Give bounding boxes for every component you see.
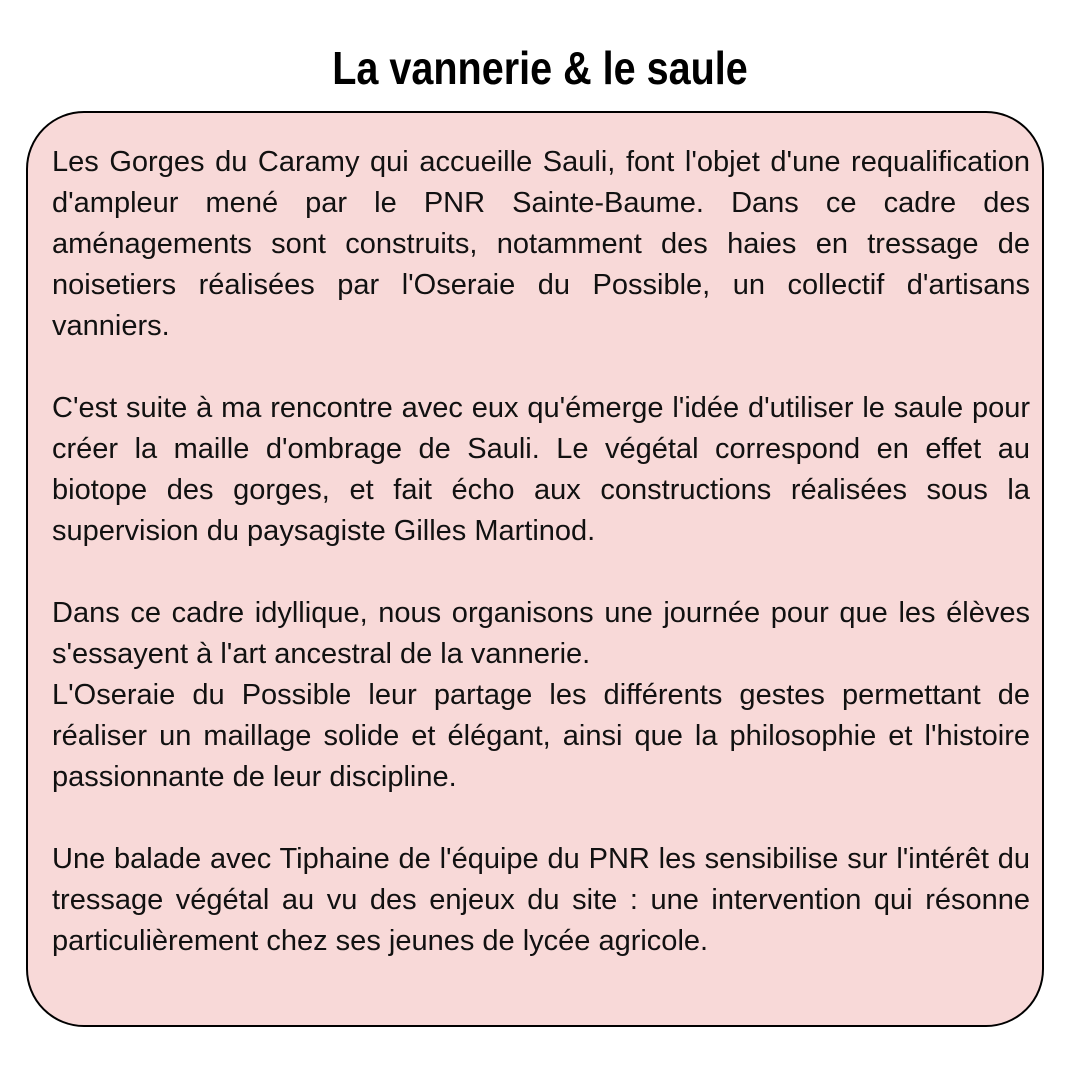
paragraph-saule: C'est suite à ma rencontre avec eux qu'émerge l'idée d'utiliser le saule pour créer la maille d'ombrage de Sauli. Le végétal correspond en effet au biotope des gorges, et fait écho aux constructions réalisées sous la supervision du paysagiste Gilles Martinod. xyxy=(52,392,1030,547)
paragraph-balade: Une balade avec Tiphaine de l'équipe du PNR les sensibilise sur l'intérêt du tressage végétal au vu des enjeux du site : une intervention qui résonne particulièrement chez ses jeunes de lycée agricole. xyxy=(52,843,1030,957)
paragraph-oseraie: L'Oseraie du Possible leur partage les différents gestes permettant de réaliser un maillage solide et élégant, ainsi que la philosophie et l'histoire passionnante de leur discipline. xyxy=(52,679,1030,793)
page-title: La vannerie & le saule xyxy=(332,42,748,94)
paragraph-gorges: Les Gorges du Caramy qui accueille Sauli, font l'objet d'une requalification d'ampleur mené par le PNR Sainte-Baume. Dans ce cadre des aménagements sont construits, notamment des haies en tressage de noisetiers réalisées par l'Oseraie du Possible, un collectif d'artisans vanniers. xyxy=(52,146,1030,342)
card-content xyxy=(52,142,1030,962)
paragraph-journee: Dans ce cadre idyllique, nous organisons une journée pour que les élèves s'essayent à l'art ancestral de la vannerie. xyxy=(52,597,1030,670)
